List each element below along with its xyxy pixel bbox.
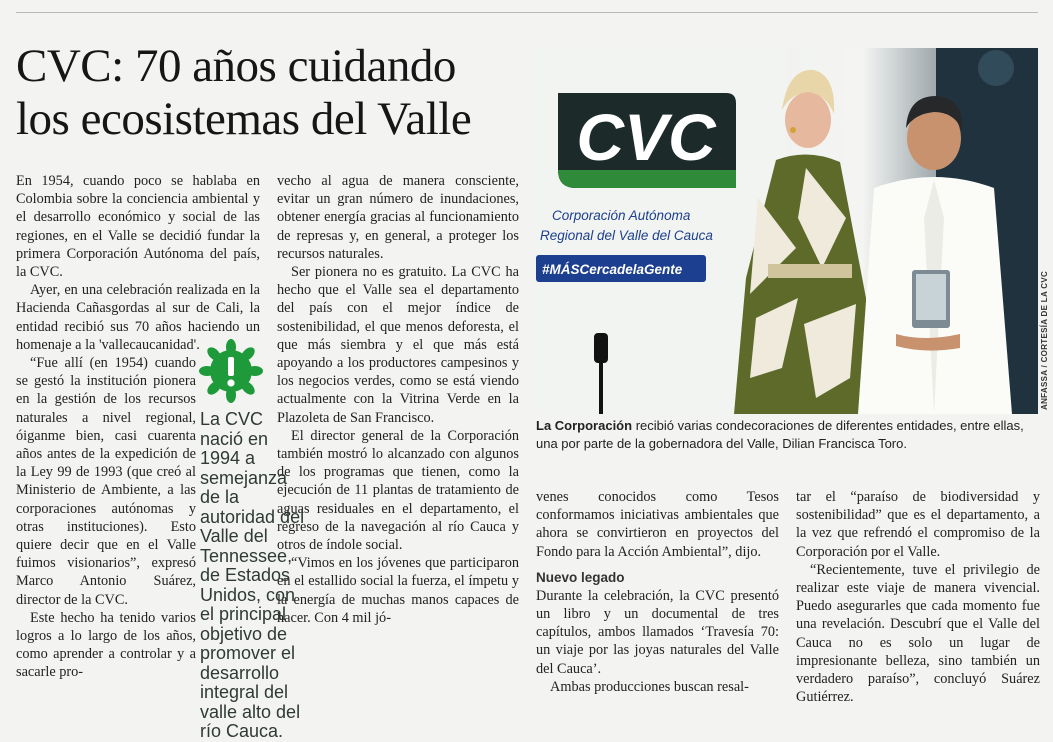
article-column-2 (277, 172, 519, 627)
paragraph: Ambas producciones buscan resal- (550, 678, 749, 695)
article-photo (536, 48, 1038, 414)
paragraph: Este hecho ha tenido varios logros a lo largo de los años, como aprender a controlar y a sacarle pro- (16, 609, 196, 681)
cvc-logo (558, 93, 736, 188)
paragraph: tar el “paraíso de biodiversidad y sostenibilidad” que es el departamento, a la vez que refrendó el compromiso de la Corporación por el Valle. (796, 489, 1040, 560)
article-column-4 (796, 488, 1040, 706)
paragraph: En 1954, cuando poco se hablaba en Colombia sobre la conciencia ambiental y el desarrollo económico y social de las regiones, en el Valle se decidió fundar la primera Corporación Autónoma del país, la CVC. (16, 173, 260, 281)
caption-lead: La Corporación (536, 418, 633, 433)
exclamation-badge-icon (200, 340, 262, 402)
paragraph: “Fue allí (en 1954) cuando se gestó la institución pionera en la gestión de los recursos naturales a nivel regional, óiganme bien, casi cuarenta años antes de la expedición de la Ley 99 de 1993 (que creó al Ministerio de Ambiente, a las corporaciones autónomas y otras instituciones). Esto quiere decir que en el Valle fuimos visionarios”, expresó Marco Antonio Suárez, director de la CVC. (16, 355, 196, 608)
paragraph: El director general de la Corporación también mostró lo alcanzado con algunos de los programas que tienen, como la ejecución de 11 plantas de tratamiento de aguas residuales en el departamento, el regreso de la navegación al río Cauca y otros de índole social. (277, 427, 519, 554)
pull-quote: La CVC nació en 1994 a semejanza de la autoridad del Valle del Tennessee, de Estados Unidos, con el principal objetivo de promover el desarrollo integral del valle alto del río Cauca. (200, 409, 305, 741)
paragraph: venes conocidos como Tesos conformamos iniciativas ambientales que ahora se convirtieron en proyectos del Fondo para la Acción Ambiental”, dijo. (536, 489, 779, 560)
photo-credit: ANFASSA / CORTESÍA DE LA CVC (1040, 270, 1049, 410)
headline (16, 40, 536, 146)
top-rule (16, 12, 1038, 13)
paragraph: vecho al agua de manera consciente, evitar un gran número de inundaciones, obtener energía gracias al funcionamiento de represas y, en general, a proteger los recursos naturales. (277, 173, 519, 262)
logo-text: CVC (576, 100, 716, 174)
section-subhead: Nuevo legado (536, 569, 625, 585)
caption-text: recibió varias condecoraciones de diferentes entidades, entre ellas, una por parte de la gobernadora del Valle, Dilian Francisca Toro. (536, 418, 1024, 451)
hashtag: #MÁSCercadelaGente (542, 262, 683, 277)
paragraph: Ser pionera no es gratuito. La CVC ha hecho que el Valle sea el departamento del país con el mejor índice de sostenibilidad, el que menos deforesta, el que más siembra y el que más está apoyando a los productores campesinos y los negocios verdes, como se está viendo actualmente con la Vitrina Verde en la Plazoleta de San Francisco. (277, 264, 519, 426)
banner-line-1: Corporación Autónoma (552, 208, 691, 223)
article-column-3 (536, 488, 779, 696)
paragraph: “Vimos en los jóvenes que participaron en el estallido social la fuerza, el ímpetu y la energía de muchas manos capaces de hacer. Con 4 mil jó- (277, 555, 519, 626)
photo-caption (536, 417, 1036, 452)
photo-illustration (536, 48, 1038, 414)
paragraph: “Recientemente, tuve el privilegio de realizar este viaje de manera vivencial. Puedo asegurarles que cada momento fue una revelación. Descubrí que el Valle del Cauca no es solo un lugar de impresionante belleza, sino también un verdadero paraíso”, concluyó Suárez Gutiérrez. (796, 561, 1040, 706)
headline-line-2: los ecosistemas del Valle (16, 93, 472, 145)
paragraph: Durante la celebración, la CVC presentó un libro y un documental de tres capítulos, ambos llamados ‘Travesía 70: un viaje por las joyas naturales del Valle del Cauca’. (536, 587, 779, 677)
paragraph: Ayer, en una celebración realizada en la Hacienda Cañasgordas al sur de Cali, la entidad recibió sus 70 años haciendo un homenaje a la 'vallecaucanidad'. (16, 282, 260, 353)
banner-line-2: Regional del Valle del Cauca (540, 228, 713, 243)
headline-line-1: CVC: 70 años cuidando (16, 40, 456, 92)
